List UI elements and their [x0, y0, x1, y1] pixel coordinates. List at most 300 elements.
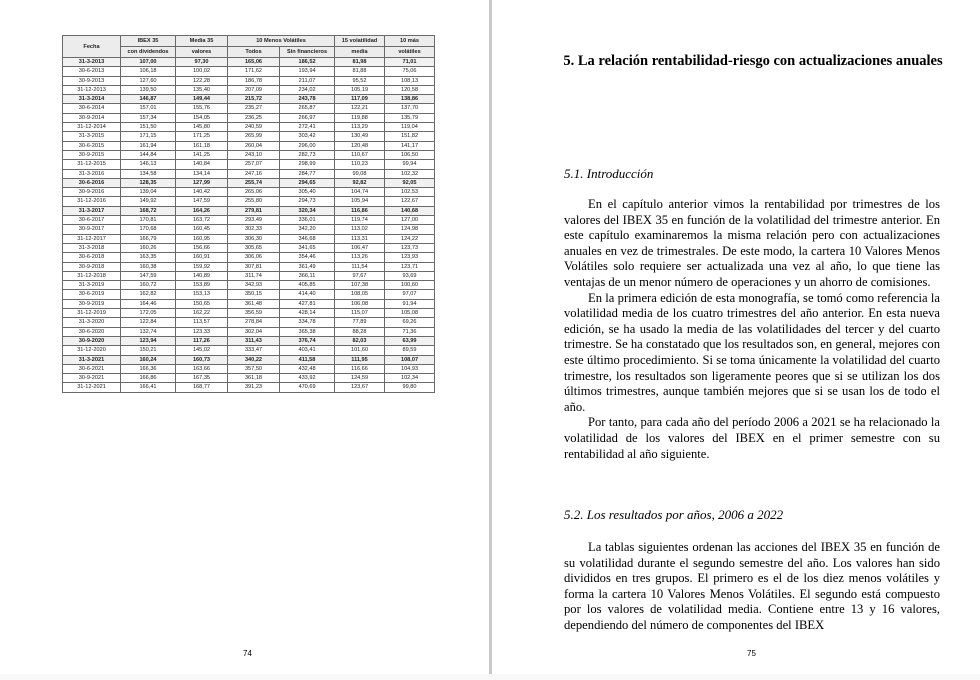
value-cell: 147,59 [121, 271, 176, 280]
value-cell: 102,32 [385, 169, 435, 178]
value-cell: 357,50 [228, 364, 280, 373]
value-cell: 366,11 [280, 271, 335, 280]
value-cell: 186,52 [280, 58, 335, 67]
value-cell: 306,06 [228, 253, 280, 262]
value-cell: 160,91 [176, 253, 228, 262]
table-row [63, 141, 435, 150]
value-cell: 156,66 [176, 243, 228, 252]
table-row [63, 104, 435, 113]
value-cell: 153,89 [176, 281, 228, 290]
date-cell: 31-12-2021 [63, 383, 121, 392]
value-cell: 115,07 [335, 309, 385, 318]
value-cell: 151,82 [385, 132, 435, 141]
value-cell: 105,94 [335, 197, 385, 206]
value-cell: 282,73 [280, 150, 335, 159]
value-cell: 107,00 [121, 58, 176, 67]
table-row [63, 309, 435, 318]
value-cell: 302,04 [228, 327, 280, 336]
section-intro-body [564, 197, 940, 462]
value-cell: 81,88 [335, 67, 385, 76]
value-cell: 172,05 [121, 309, 176, 318]
date-cell: 30-6-2021 [63, 364, 121, 373]
value-cell: 160,73 [176, 355, 228, 364]
chapter-title: 5. La relación rentabilidad-riesgo con actualizaciones anuales [563, 53, 943, 69]
table-row [63, 188, 435, 197]
value-cell: 117,09 [335, 95, 385, 104]
date-cell: 31-3-2013 [63, 58, 121, 67]
subheader-con-dividendos: con dividendos [121, 47, 176, 58]
section-heading-results: 5.2. Los resultados por años, 2006 a 2022 [564, 507, 784, 522]
value-cell: 334,78 [280, 318, 335, 327]
table-row [63, 281, 435, 290]
value-cell: 361,48 [228, 299, 280, 308]
value-cell: 139,04 [121, 188, 176, 197]
value-cell: 105,08 [385, 309, 435, 318]
header-10-menos-volatiles: 10 Menos Volátiles [228, 36, 335, 47]
value-cell: 100,02 [176, 67, 228, 76]
value-cell: 293,49 [228, 216, 280, 225]
value-cell: 140,68 [385, 206, 435, 215]
table-row [63, 290, 435, 299]
table-row [63, 346, 435, 355]
value-cell: 168,72 [121, 206, 176, 215]
value-cell: 105,19 [335, 85, 385, 94]
value-cell: 127,00 [385, 216, 435, 225]
value-cell: 405,85 [280, 281, 335, 290]
value-cell: 97,67 [335, 271, 385, 280]
table-row [63, 234, 435, 243]
value-cell: 160,24 [121, 355, 176, 364]
value-cell: 166,79 [121, 234, 176, 243]
value-cell: 150,65 [176, 299, 228, 308]
table-body [63, 58, 435, 393]
value-cell: 257,07 [228, 160, 280, 169]
date-cell: 30-9-2015 [63, 150, 121, 159]
value-cell: 140,89 [176, 271, 228, 280]
value-cell: 160,72 [121, 281, 176, 290]
value-cell: 92,82 [335, 178, 385, 187]
value-cell: 132,74 [121, 327, 176, 336]
value-cell: 346,68 [280, 234, 335, 243]
value-cell: 341,65 [280, 243, 335, 252]
value-cell: 207,09 [228, 85, 280, 94]
value-cell: 154,05 [176, 113, 228, 122]
value-cell: 71,36 [385, 327, 435, 336]
value-cell: 350,15 [228, 290, 280, 299]
value-cell: 116,86 [335, 206, 385, 215]
value-cell: 106,18 [121, 67, 176, 76]
table-row [63, 85, 435, 94]
date-cell: 31-12-2016 [63, 197, 121, 206]
table-row [63, 262, 435, 271]
value-cell: 144,84 [121, 150, 176, 159]
date-cell: 31-3-2016 [63, 169, 121, 178]
value-cell: 104,93 [385, 364, 435, 373]
value-cell: 140,84 [176, 160, 228, 169]
table-row [63, 132, 435, 141]
value-cell: 155,76 [176, 104, 228, 113]
value-cell: 108,05 [335, 290, 385, 299]
value-cell: 145,02 [176, 346, 228, 355]
value-cell: 157,01 [121, 104, 176, 113]
value-cell: 278,84 [228, 318, 280, 327]
date-cell: 31-12-2017 [63, 234, 121, 243]
value-cell: 97,30 [176, 58, 228, 67]
value-cell: 128,35 [121, 178, 176, 187]
value-cell: 127,60 [121, 76, 176, 85]
value-cell: 340,22 [228, 355, 280, 364]
table-row [63, 271, 435, 280]
value-cell: 470,69 [280, 383, 335, 392]
value-cell: 71,01 [385, 58, 435, 67]
value-cell: 99,08 [335, 169, 385, 178]
value-cell: 120,48 [335, 141, 385, 150]
table-row [63, 169, 435, 178]
value-cell: 356,59 [228, 309, 280, 318]
value-cell: 247,16 [228, 169, 280, 178]
value-cell: 354,46 [280, 253, 335, 262]
value-cell: 102,34 [385, 374, 435, 383]
header-ibex35: IBEX 35 [121, 36, 176, 47]
table-row [63, 243, 435, 252]
value-cell: 106,08 [335, 299, 385, 308]
date-cell: 30-9-2017 [63, 225, 121, 234]
table-row [63, 374, 435, 383]
value-cell: 124,98 [385, 225, 435, 234]
value-cell: 113,02 [335, 225, 385, 234]
date-cell: 31-3-2018 [63, 243, 121, 252]
value-cell: 361,18 [228, 374, 280, 383]
value-cell: 141,25 [176, 150, 228, 159]
subheader-volatiles: volátiles [385, 47, 435, 58]
value-cell: 75,06 [385, 67, 435, 76]
date-cell: 30-6-2016 [63, 178, 121, 187]
value-cell: 163,35 [121, 253, 176, 262]
date-cell: 31-12-2020 [63, 346, 121, 355]
value-cell: 77,89 [335, 318, 385, 327]
value-cell: 243,10 [228, 150, 280, 159]
table-row [63, 225, 435, 234]
date-cell: 30-6-2015 [63, 141, 121, 150]
value-cell: 124,22 [385, 234, 435, 243]
subheader-todos: Todos [228, 47, 280, 58]
value-cell: 170,68 [121, 225, 176, 234]
value-cell: 234,02 [280, 85, 335, 94]
value-cell: 294,73 [280, 197, 335, 206]
value-cell: 151,50 [121, 123, 176, 132]
value-cell: 279,81 [228, 206, 280, 215]
value-cell: 170,81 [121, 216, 176, 225]
table-row [63, 160, 435, 169]
value-cell: 123,93 [385, 253, 435, 262]
value-cell: 141,17 [385, 141, 435, 150]
date-cell: 30-6-2017 [63, 216, 121, 225]
value-cell: 100,60 [385, 281, 435, 290]
value-cell: 160,38 [121, 262, 176, 271]
value-cell: 168,77 [176, 383, 228, 392]
value-cell: 102,53 [385, 188, 435, 197]
value-cell: 111,54 [335, 262, 385, 271]
value-cell: 284,77 [280, 169, 335, 178]
value-cell: 117,26 [176, 336, 228, 345]
value-cell: 186,78 [228, 76, 280, 85]
table-row [63, 95, 435, 104]
value-cell: 135,79 [385, 113, 435, 122]
value-cell: 311,74 [228, 271, 280, 280]
value-cell: 171,25 [176, 132, 228, 141]
header-15-volatilidad: 15 volatilidad [335, 36, 385, 47]
table-row [63, 355, 435, 364]
value-cell: 164,26 [176, 206, 228, 215]
date-cell: 30-9-2016 [63, 188, 121, 197]
date-cell: 31-3-2019 [63, 281, 121, 290]
table-row [63, 76, 435, 85]
date-cell: 30-9-2021 [63, 374, 121, 383]
value-cell: 272,41 [280, 123, 335, 132]
value-cell: 106,50 [385, 150, 435, 159]
value-cell: 89,59 [385, 346, 435, 355]
table-row [63, 197, 435, 206]
left-page [0, 0, 489, 680]
value-cell: 307,81 [228, 262, 280, 271]
value-cell: 69,26 [385, 318, 435, 327]
viewer-bottom-edge [0, 674, 980, 680]
value-cell: 122,28 [176, 76, 228, 85]
table-row [63, 383, 435, 392]
value-cell: 150,21 [121, 346, 176, 355]
value-cell: 119,04 [385, 123, 435, 132]
value-cell: 138,86 [385, 95, 435, 104]
value-cell: 110,23 [335, 160, 385, 169]
value-cell: 123,94 [121, 336, 176, 345]
value-cell: 149,44 [176, 95, 228, 104]
table-row [63, 299, 435, 308]
value-cell: 171,62 [228, 67, 280, 76]
value-cell: 81,98 [335, 58, 385, 67]
table-row [63, 364, 435, 373]
value-cell: 215,72 [228, 95, 280, 104]
value-cell: 116,66 [335, 364, 385, 373]
value-cell: 236,25 [228, 113, 280, 122]
value-cell: 91,94 [385, 299, 435, 308]
value-cell: 235,27 [228, 104, 280, 113]
value-cell: 342,93 [228, 281, 280, 290]
section-heading-intro: 5.1. Introducción [564, 166, 654, 181]
value-cell: 146,87 [121, 95, 176, 104]
value-cell: 147,59 [176, 197, 228, 206]
value-cell: 108,13 [385, 76, 435, 85]
value-cell: 113,29 [335, 123, 385, 132]
value-cell: 311,43 [228, 336, 280, 345]
date-cell: 30-9-2014 [63, 113, 121, 122]
value-cell: 376,74 [280, 336, 335, 345]
table-row [63, 58, 435, 67]
value-cell: 305,40 [280, 188, 335, 197]
value-cell: 134,58 [121, 169, 176, 178]
header-fecha: Fecha [63, 36, 121, 58]
value-cell: 167,35 [176, 374, 228, 383]
value-cell: 159,92 [176, 262, 228, 271]
value-cell: 106,47 [335, 243, 385, 252]
value-cell: 145,80 [176, 123, 228, 132]
value-cell: 99,80 [385, 383, 435, 392]
value-cell: 63,99 [385, 336, 435, 345]
value-cell: 211,07 [280, 76, 335, 85]
value-cell: 139,50 [121, 85, 176, 94]
date-cell: 30-6-2018 [63, 253, 121, 262]
value-cell: 365,38 [280, 327, 335, 336]
table-row [63, 336, 435, 345]
header-10-mas: 10 más [385, 36, 435, 47]
date-cell: 30-6-2019 [63, 290, 121, 299]
value-cell: 119,88 [335, 113, 385, 122]
value-cell: 411,58 [280, 355, 335, 364]
value-cell: 160,45 [176, 225, 228, 234]
value-cell: 113,26 [335, 253, 385, 262]
value-cell: 134,14 [176, 169, 228, 178]
date-cell: 31-12-2018 [63, 271, 121, 280]
paragraph: La tablas siguientes ordenan las acciones del IBEX 35 en función de su volatilidad durante el segundo semestre del año. Los valores han sido divididos en tres grupos. El primero es el de los diez menos volátiles y forma la cartera 10 Valores Menos Volátiles. El segundo está compuesto por los valores de volatilidad media. Contiene entre 13 y 16 valores, dependiendo del número de componentes del IBEX [564, 540, 940, 632]
value-cell: 110,67 [335, 150, 385, 159]
value-cell: 146,13 [121, 160, 176, 169]
paragraph: En el capítulo anterior vimos la rentabilidad por trimestres de los valores del IBEX 35 en función de la volatilidad del trimestre anterior. En este capítulo examinaremos la misma relación pero con actualizaciones anuales en vez de trimestrales. De este modo, la cartera 10 Valores Menos Volátiles solo requiere ser actualizada una vez al año, lo que tiene las ventajas de un menor número de operaciones y un ahorro de comisiones. [564, 197, 940, 289]
value-cell: 193,94 [280, 67, 335, 76]
value-cell: 93,69 [385, 271, 435, 280]
value-cell: 157,34 [121, 113, 176, 122]
date-cell: 31-3-2014 [63, 95, 121, 104]
value-cell: 162,22 [176, 309, 228, 318]
value-cell: 122,67 [385, 197, 435, 206]
date-cell: 30-9-2019 [63, 299, 121, 308]
page-number-right: 75 [747, 649, 756, 658]
table-row [63, 253, 435, 262]
header-media35: Media 35 [176, 36, 228, 47]
date-cell: 31-3-2017 [63, 206, 121, 215]
table-row [63, 123, 435, 132]
value-cell: 123,33 [176, 327, 228, 336]
value-cell: 336,01 [280, 216, 335, 225]
value-cell: 166,36 [121, 364, 176, 373]
value-cell: 101,60 [335, 346, 385, 355]
value-cell: 171,15 [121, 132, 176, 141]
value-cell: 123,71 [385, 262, 435, 271]
value-cell: 92,05 [385, 178, 435, 187]
value-cell: 265,99 [228, 132, 280, 141]
table-row [63, 67, 435, 76]
value-cell: 255,80 [228, 197, 280, 206]
value-cell: 107,38 [335, 281, 385, 290]
table-row [63, 216, 435, 225]
date-cell: 31-12-2013 [63, 85, 121, 94]
value-cell: 160,95 [176, 234, 228, 243]
date-cell: 31-12-2014 [63, 123, 121, 132]
value-cell: 240,59 [228, 123, 280, 132]
value-cell: 104,74 [335, 188, 385, 197]
date-cell: 30-6-2014 [63, 104, 121, 113]
value-cell: 306,30 [228, 234, 280, 243]
table-row [63, 178, 435, 187]
value-cell: 391,23 [228, 383, 280, 392]
value-cell: 113,31 [335, 234, 385, 243]
value-cell: 140,42 [176, 188, 228, 197]
value-cell: 99,94 [385, 160, 435, 169]
value-cell: 122,21 [335, 104, 385, 113]
value-cell: 163,72 [176, 216, 228, 225]
value-cell: 303,42 [280, 132, 335, 141]
value-cell: 320,34 [280, 206, 335, 215]
value-cell: 342,20 [280, 225, 335, 234]
value-cell: 265,06 [228, 188, 280, 197]
value-cell: 433,92 [280, 374, 335, 383]
value-cell: 95,52 [335, 76, 385, 85]
paragraph: Por tanto, para cada año del período 2006 a 2021 se ha relacionado la volatilidad de los valores del IBEX en el primer semestre con su rentabilidad al año siguiente. [564, 415, 940, 461]
value-cell: 266,97 [280, 113, 335, 122]
value-cell: 305,65 [228, 243, 280, 252]
value-cell: 135,40 [176, 85, 228, 94]
value-cell: 243,78 [280, 95, 335, 104]
value-cell: 333,47 [228, 346, 280, 355]
value-cell: 428,14 [280, 309, 335, 318]
section-results-body [564, 540, 940, 634]
date-cell: 30-9-2018 [63, 262, 121, 271]
date-cell: 31-3-2015 [63, 132, 121, 141]
value-cell: 108,07 [385, 355, 435, 364]
value-cell: 111,95 [335, 355, 385, 364]
date-cell: 30-9-2020 [63, 336, 121, 345]
table-row [63, 113, 435, 122]
value-cell: 120,58 [385, 85, 435, 94]
value-cell: 127,99 [176, 178, 228, 187]
value-cell: 149,92 [121, 197, 176, 206]
value-cell: 165,06 [228, 58, 280, 67]
date-cell: 30-6-2020 [63, 327, 121, 336]
date-cell: 31-12-2015 [63, 160, 121, 169]
value-cell: 432,48 [280, 364, 335, 373]
value-cell: 302,33 [228, 225, 280, 234]
value-cell: 255,74 [228, 178, 280, 187]
value-cell: 163,66 [176, 364, 228, 373]
value-cell: 294,65 [280, 178, 335, 187]
paragraph: En la primera edición de esta monografía, se tomó como referencia la volatilidad media de los cuatro trimestres del año anterior. En esta nueva edición, se ha usado la media de las volatilidades del tercer y del cuarto trimestre. Se ha constatado que los resultados son, en general, mejores con este último procedimiento. Si se toma únicamente la volatilidad del cuarto trimestre, los resultados son ligeramente peores que si se utilizan los dos últimos trimestres, aunque también mejores que si se usan los de todo el año. [564, 290, 940, 414]
table-header-row-1 [63, 36, 435, 47]
date-cell: 31-12-2019 [63, 309, 121, 318]
value-cell: 414,40 [280, 290, 335, 299]
page-number-left: 74 [243, 649, 252, 658]
table-row [63, 150, 435, 159]
value-cell: 427,81 [280, 299, 335, 308]
value-cell: 298,99 [280, 160, 335, 169]
value-cell: 296,00 [280, 141, 335, 150]
value-cell: 97,07 [385, 290, 435, 299]
value-cell: 361,49 [280, 262, 335, 271]
value-cell: 88,28 [335, 327, 385, 336]
value-cell: 122,84 [121, 318, 176, 327]
value-cell: 166,41 [121, 383, 176, 392]
date-cell: 31-3-2021 [63, 355, 121, 364]
table-row [63, 327, 435, 336]
value-cell: 403,41 [280, 346, 335, 355]
value-cell: 124,59 [335, 374, 385, 383]
value-cell: 265,87 [280, 104, 335, 113]
value-cell: 123,67 [335, 383, 385, 392]
value-cell: 137,70 [385, 104, 435, 113]
date-cell: 30-6-2013 [63, 67, 121, 76]
value-cell: 162,82 [121, 290, 176, 299]
value-cell: 160,26 [121, 243, 176, 252]
date-cell: 30-9-2013 [63, 76, 121, 85]
date-cell: 31-3-2020 [63, 318, 121, 327]
value-cell: 153,13 [176, 290, 228, 299]
